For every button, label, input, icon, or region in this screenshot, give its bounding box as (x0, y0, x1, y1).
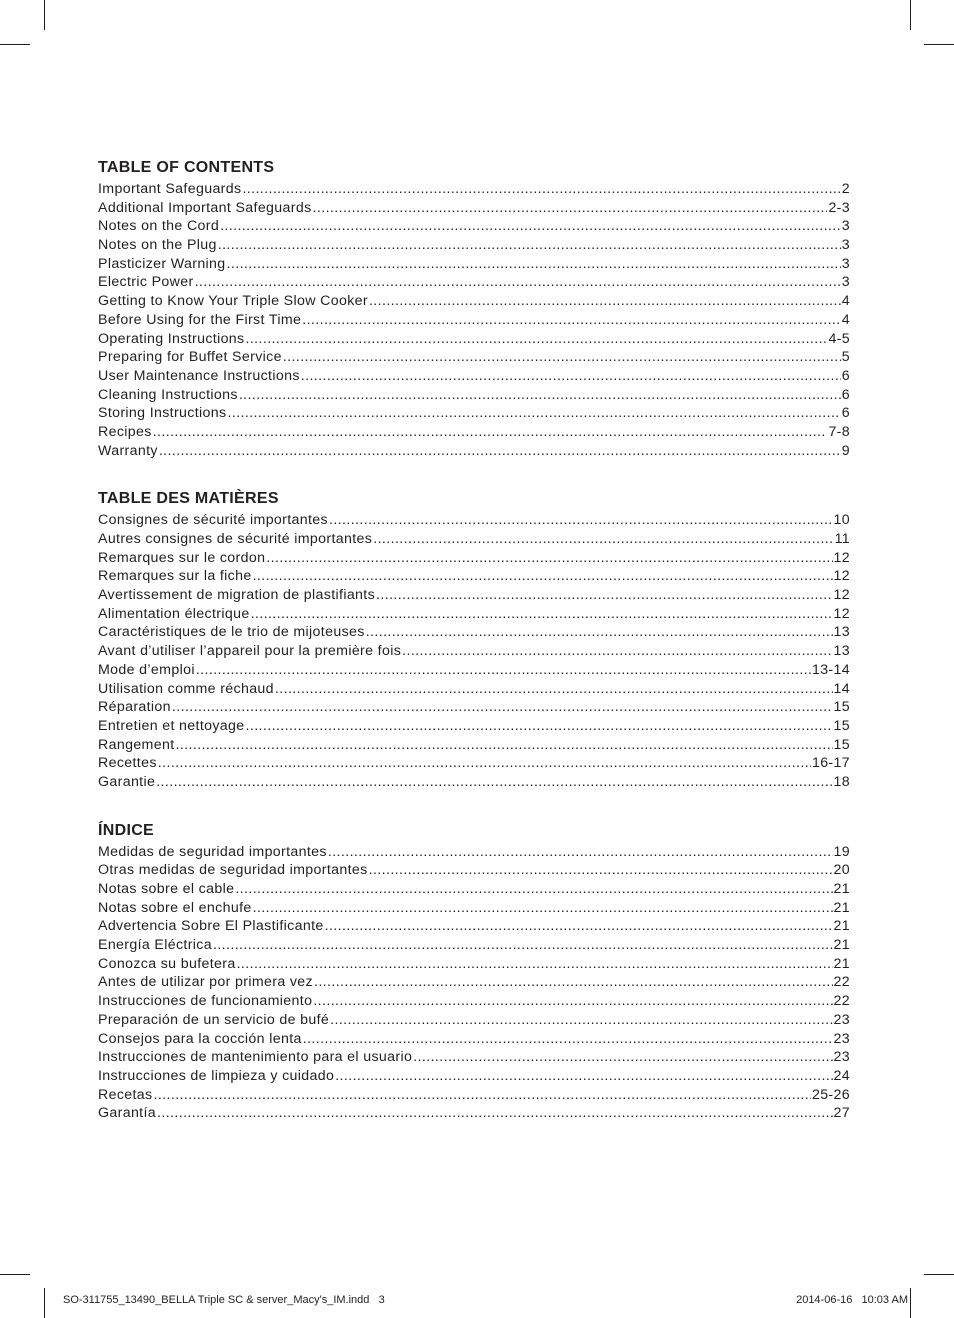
toc-entry (98, 567, 850, 586)
toc-entry-page: 3 (841, 274, 850, 291)
dot-leader (246, 330, 828, 349)
toc-entry-page: 12 (833, 568, 850, 585)
toc-entry (98, 236, 850, 255)
toc-entry-page: 24 (833, 1067, 850, 1084)
toc-entry-page: 23 (833, 1011, 850, 1028)
toc-entry-page: 13-14 (811, 661, 850, 678)
toc-entry-label: Warranty (98, 442, 158, 459)
toc-entry (98, 899, 850, 918)
dot-leader (275, 680, 833, 699)
toc-entry (98, 273, 850, 292)
crop-mark-bottom-left-horizontal (0, 1274, 30, 1275)
dot-leader (301, 367, 841, 386)
toc-entry (98, 623, 850, 642)
dot-leader (157, 1104, 833, 1123)
section-title: TABLE DES MATIÈRES (98, 490, 279, 508)
toc-entry-page: 2-3 (828, 199, 850, 216)
toc-section (98, 158, 850, 460)
toc-entry-label: Medidas de seguridad importantes (98, 843, 327, 860)
toc-entry (98, 698, 850, 717)
toc-entry-page: 3 (841, 255, 850, 272)
toc-entry-label: Electric Power (98, 274, 194, 291)
dot-leader (253, 899, 833, 918)
toc-entry (98, 217, 850, 236)
toc-entry-label: Energía Eléctrica (98, 937, 212, 954)
toc-entry (98, 605, 850, 624)
dot-leader (154, 1086, 811, 1105)
toc-entry-label: Autres consignes de sécurité importantes (98, 531, 373, 547)
toc-entry (98, 1048, 850, 1067)
toc-entry-page: 27 (833, 1105, 850, 1122)
toc-entry-page: 6 (841, 386, 850, 403)
toc-entry-label: Notas sobre el enchufe (98, 899, 252, 916)
toc-entry-label: Remarques sur la fiche (98, 568, 252, 585)
toc-entry (98, 255, 850, 274)
toc-entry (98, 736, 850, 755)
toc-entry (98, 1086, 850, 1105)
toc-entry-label: Antes de utilizar por primera vez (98, 974, 313, 991)
toc-entry-label: Garantía (98, 1105, 157, 1122)
toc-entry (98, 530, 850, 549)
toc-entry-page: 6 (841, 405, 850, 422)
toc-entry-page: 13 (833, 624, 850, 641)
table-of-contents (98, 158, 850, 1152)
toc-entry (98, 1011, 850, 1030)
toc-entry-page: 6 (841, 367, 850, 384)
toc-entry-page: 21 (833, 955, 850, 972)
dot-leader (402, 642, 832, 661)
dot-leader (176, 736, 833, 755)
dot-leader (195, 273, 841, 292)
toc-entry-page: 15 (833, 717, 850, 734)
toc-entry-label: Alimentation électrique (98, 605, 250, 622)
toc-entry (98, 642, 850, 661)
crop-mark-top-right-vertical (910, 0, 911, 30)
toc-entry (98, 180, 850, 199)
toc-entry-label: Rangement (98, 736, 175, 753)
dot-leader (220, 217, 841, 236)
toc-entry-label: Plasticizer Warning (98, 255, 226, 272)
toc-entry (98, 1030, 850, 1049)
toc-entry-label: Notas sobre el cable (98, 881, 235, 897)
toc-entry (98, 367, 850, 386)
crop-mark-top-left-horizontal (0, 44, 30, 45)
toc-entry-page: 14 (833, 680, 850, 697)
dot-leader (266, 549, 832, 568)
dot-leader (376, 586, 832, 605)
toc-entry-label: Consejos para la cocción lenta (98, 1030, 302, 1047)
toc-entry-label: Notes on the Plug (98, 237, 217, 254)
dot-leader (159, 442, 841, 461)
toc-entry-page: 3 (841, 218, 850, 235)
toc-entry-page: 11 (834, 531, 850, 547)
crop-mark-top-right-horizontal (924, 44, 954, 45)
dot-leader (313, 992, 832, 1011)
toc-entry-page: 12 (833, 587, 850, 604)
toc-entry-page: 23 (833, 1030, 850, 1047)
toc-entry (98, 348, 850, 367)
dot-leader (325, 917, 833, 936)
dot-leader (218, 236, 841, 255)
toc-entry-page: 25-26 (811, 1086, 850, 1103)
dot-leader (313, 199, 828, 218)
toc-entry (98, 199, 850, 218)
toc-entry-page: 13 (833, 643, 850, 660)
toc-entry-label: Additional Important Safeguards (98, 199, 312, 216)
toc-entry (98, 861, 850, 880)
dot-leader (153, 423, 828, 442)
dot-leader (213, 936, 833, 955)
toc-entry-page: 2 (841, 181, 850, 197)
dot-leader (366, 623, 833, 642)
toc-entry (98, 1067, 850, 1086)
toc-entry-page: 21 (833, 881, 850, 897)
toc-entry-label: Preparing for Buffet Service (98, 349, 282, 366)
dot-leader (373, 530, 833, 549)
toc-entry (98, 661, 850, 680)
toc-entry (98, 549, 850, 568)
toc-entry (98, 843, 850, 862)
toc-entry (98, 992, 850, 1011)
toc-entry (98, 917, 850, 936)
dot-leader (253, 567, 833, 586)
toc-entry-page: 19 (833, 843, 850, 860)
toc-entry-label: Instrucciones de mantenimiento para el usuario (98, 1049, 413, 1066)
toc-entry-page: 18 (833, 773, 850, 790)
dot-leader (329, 511, 833, 530)
toc-entry-label: Mode d’emploi (98, 661, 195, 678)
toc-entry (98, 511, 850, 530)
toc-section (98, 821, 850, 1123)
toc-entry (98, 586, 850, 605)
toc-entry-page: 3 (841, 237, 850, 254)
dot-leader (369, 292, 841, 311)
toc-entry-page: 7-8 (828, 423, 850, 440)
dot-leader (156, 773, 832, 792)
toc-sections (98, 158, 850, 1123)
toc-entry (98, 404, 850, 423)
section-title: ÍNDICE (98, 821, 155, 839)
toc-entry-label: Recipes (98, 423, 152, 440)
toc-entry-page: 21 (833, 899, 850, 916)
toc-entry-page: 16-17 (811, 755, 850, 772)
toc-entry-page: 21 (833, 918, 850, 935)
toc-entry (98, 330, 850, 349)
toc-entry (98, 442, 850, 461)
toc-entry-label: Avertissement de migration de plastifiants (98, 587, 376, 604)
crop-mark-bottom-right-horizontal (924, 1274, 954, 1275)
dot-leader (302, 311, 841, 330)
crop-mark-bottom-left-vertical (44, 1288, 45, 1318)
toc-entry-page: 15 (833, 699, 850, 716)
toc-entry-label: Advertencia Sobre El Plastificante (98, 918, 324, 935)
dot-leader (328, 843, 833, 862)
dot-leader (227, 404, 840, 423)
toc-section (98, 489, 850, 791)
dot-leader (242, 180, 840, 199)
toc-list (98, 843, 850, 1123)
dot-leader (158, 754, 811, 773)
crop-mark-bottom-right-vertical (910, 1288, 911, 1318)
toc-entry (98, 311, 850, 330)
toc-entry (98, 1104, 850, 1123)
toc-entry-label: Utilisation comme réchaud (98, 680, 274, 697)
toc-entry-page: 4-5 (828, 330, 850, 347)
toc-entry-label: Before Using for the First Time (98, 311, 302, 328)
toc-entry-page: 15 (833, 736, 850, 753)
toc-entry-label: User Maintenance Instructions (98, 367, 300, 384)
toc-entry (98, 936, 850, 955)
toc-entry-label: Instrucciones de limpieza y cuidado (98, 1067, 335, 1084)
toc-entry-page: 12 (833, 605, 850, 622)
print-slug-filename: SO-311755_13490_BELLA Triple SC & server_Macy's_IM.indd 3 (63, 1294, 385, 1306)
toc-entry-page: 23 (833, 1049, 850, 1066)
dot-leader (335, 1067, 832, 1086)
toc-entry-page: 12 (833, 549, 850, 566)
dot-leader (251, 605, 833, 624)
toc-entry (98, 973, 850, 992)
dot-leader (227, 255, 841, 274)
toc-entry-page: 22 (833, 993, 850, 1010)
toc-entry-page: 4 (841, 311, 850, 328)
toc-entry-label: Operating Instructions (98, 330, 245, 347)
dot-leader (283, 348, 841, 367)
toc-entry (98, 754, 850, 773)
toc-entry-label: Entretien et nettoyage (98, 717, 245, 734)
toc-entry-page: 9 (841, 442, 850, 459)
toc-list (98, 511, 850, 791)
print-slug-timestamp: 2014-06-16 10:03 AM (796, 1294, 908, 1306)
toc-entry-label: Caractéristiques de le trio de mijoteuses (98, 624, 365, 641)
toc-entry-label: Otras medidas de seguridad importantes (98, 862, 368, 879)
toc-entry (98, 292, 850, 311)
toc-entry-label: Storing Instructions (98, 405, 227, 422)
toc-entry-page: 20 (833, 862, 850, 879)
toc-entry-label: Avant d’utiliser l’appareil pour la première fois (98, 643, 402, 660)
dot-leader (196, 661, 811, 680)
dot-leader (330, 1011, 832, 1030)
toc-entry (98, 680, 850, 699)
crop-mark-top-left-vertical (44, 0, 45, 30)
dot-leader (369, 861, 833, 880)
toc-entry (98, 386, 850, 405)
toc-entry-page: 4 (841, 293, 850, 310)
toc-entry-page: 22 (833, 974, 850, 991)
toc-list (98, 180, 850, 460)
toc-entry-label: Recetas (98, 1086, 153, 1103)
toc-entry-label: Consignes de sécurité importantes (98, 512, 328, 529)
dot-leader (314, 973, 833, 992)
toc-entry-label: Remarques sur le cordon (98, 549, 266, 566)
toc-entry (98, 955, 850, 974)
dot-leader (413, 1048, 832, 1067)
toc-entry (98, 880, 850, 899)
dot-leader (235, 880, 832, 899)
toc-entry-label: Preparación de un servicio de bufé (98, 1011, 330, 1028)
dot-leader (303, 1030, 833, 1049)
toc-entry (98, 717, 850, 736)
toc-entry-label: Instrucciones de funcionamiento (98, 993, 313, 1010)
toc-entry-label: Conozca su bufetera (98, 955, 236, 972)
toc-entry-label: Réparation (98, 699, 171, 716)
dot-leader (172, 698, 833, 717)
toc-entry-page: 10 (833, 512, 850, 529)
toc-entry-page: 5 (841, 349, 850, 366)
toc-entry-label: Important Safeguards (98, 181, 242, 197)
dot-leader (239, 386, 841, 405)
toc-entry (98, 423, 850, 442)
dot-leader (246, 717, 833, 736)
toc-entry-page: 21 (833, 937, 850, 954)
toc-entry-label: Cleaning Instructions (98, 386, 238, 403)
section-title: TABLE OF CONTENTS (98, 159, 275, 176)
toc-entry-label: Getting to Know Your Triple Slow Cooker (98, 293, 368, 310)
toc-entry-label: Notes on the Cord (98, 218, 220, 235)
toc-entry-label: Garantie (98, 773, 156, 790)
toc-entry-label: Recettes (98, 755, 157, 772)
toc-entry (98, 773, 850, 792)
dot-leader (237, 955, 833, 974)
